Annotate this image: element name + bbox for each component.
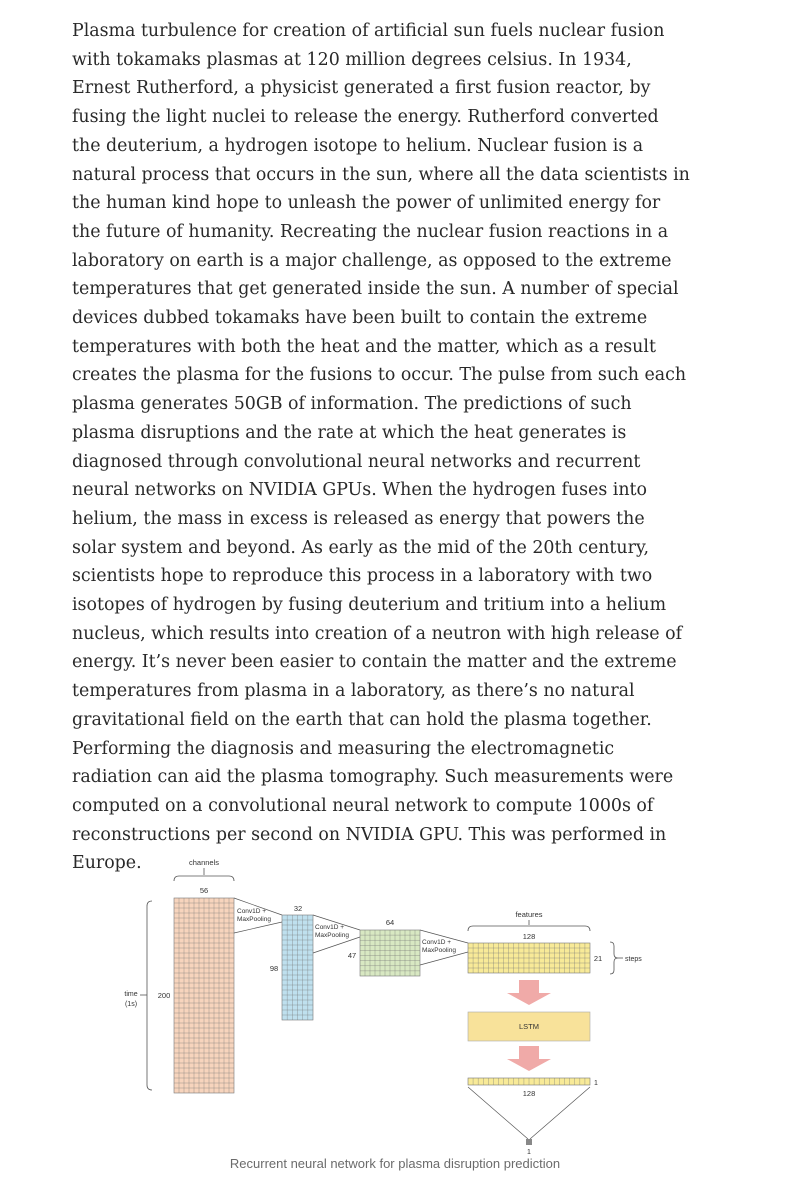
lstm-label: LSTM: [518, 1022, 540, 1031]
block1-width-label: 56: [199, 886, 209, 895]
block2-height-label: 98: [269, 964, 279, 973]
conv-label-3b: MaxPooling: [422, 947, 456, 954]
block3-width-label: 64: [385, 918, 395, 927]
time-unit: (1s): [124, 1001, 138, 1008]
steps-brace: [610, 942, 618, 974]
output-row-height-label: 1: [594, 1080, 598, 1087]
block1-height-label: 200: [157, 991, 171, 1000]
final-output-label: 1: [527, 1149, 531, 1155]
features-label: features: [515, 910, 543, 919]
block4-height-label: 21: [593, 954, 603, 963]
features-brace: [468, 926, 590, 931]
funnel-left: [468, 1087, 528, 1139]
block4-width-label: 128: [522, 932, 536, 941]
channels-label: channels: [188, 858, 220, 867]
steps-label: steps: [625, 956, 642, 963]
network-diagram-svg: [100, 845, 660, 1155]
connector-1-bottom: [234, 922, 282, 933]
block2-width-label: 32: [293, 904, 303, 913]
figure-caption: Recurrent neural network for plasma disruption prediction: [229, 1156, 561, 1171]
time-label: time: [124, 991, 138, 998]
conv-label-3a: Conv1D +: [422, 939, 452, 946]
time-brace: [147, 901, 152, 1090]
conv-label-1a: Conv1D +: [237, 908, 267, 915]
output-row-width-label: 128: [522, 1089, 536, 1098]
conv-label-2a: Conv1D +: [315, 924, 345, 931]
conv-label-1b: MaxPooling: [237, 916, 271, 923]
down-arrow-2: [507, 1046, 551, 1071]
conv-label-2b: MaxPooling: [315, 932, 349, 939]
down-arrow-1: [507, 980, 551, 1005]
funnel-right: [530, 1087, 590, 1139]
article-paragraph: Plasma turbulence for creation of artificial sun fuels nuclear fusion with tokamaks plasmas at 120 million degrees celsius. In 1934, Ernest Rutherford, a physicist generated a first fusion reactor, by fusing the light nuclei to release the energy. Rutherford converted the deuterium, a hydrogen isotope to helium. Nuclear fusion is a natural process that occurs in the sun, where all the data scientists in the human kind hope to unleash the power of unlimited energy for the future of humanity. Recreating the nuclear fusion reactions in a laboratory on earth is a major challenge, as opposed to the extreme temperatures that get generated inside the sun. A number of special devices dubbed tokamaks have been built to contain the extreme temperatures with both the heat and the matter, which as a result creates the plasma for the fusions to occur. The pulse from such each plasma generates 50GB of information. The predictions of such plasma disruptions and the rate at which the heat generates is diagnosed through convolutional neural networks and recurrent neural networks on NVIDIA GPUs. When the hydrogen fuses into helium, the mass in excess is released as energy that powers the solar system and beyond. As early as the mid of the 20th century, scientists hope to reproduce this process in a laboratory with two isotopes of hydrogen by fusing deuterium and tritium into a helium nucleus, which results into creation of a neutron with high release of energy. It’s never been easier to contain the matter and the extreme temperatures from plasma in a laboratory, as there’s no natural gravitational field on the earth that can hold the plasma together. Performing the diagnosis and measuring the electromagnetic radiation can aid the plasma tomography. Such measurements were computed on a convolutional neural network to compute 1000s of reconstructions per second on NVIDIA GPU. This was performed in Europe.: [72, 21, 690, 874]
block3-height-label: 47: [347, 951, 357, 960]
network-diagram: [100, 845, 660, 1155]
final-output-node: [526, 1139, 532, 1145]
channels-brace: [174, 876, 234, 881]
